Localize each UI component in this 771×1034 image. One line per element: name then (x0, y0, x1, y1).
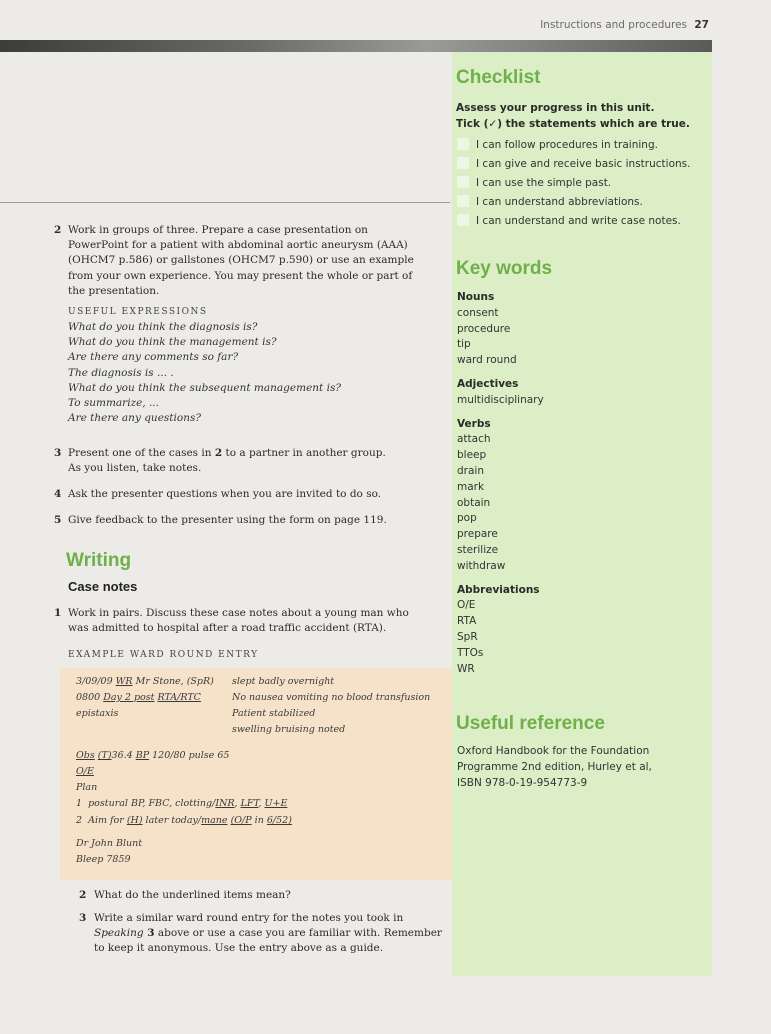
task-number: 1 (54, 607, 62, 619)
expression: Are there any comments so far? (68, 351, 239, 364)
keyword-verb: withdraw (457, 559, 506, 572)
task-number: 2 (54, 224, 62, 236)
note-line: Obs (T)36.4 BP 120/80 pulse 65 (76, 750, 230, 761)
keyword-noun: ward round (457, 354, 517, 367)
keyword-abbreviation: O/E (457, 599, 476, 612)
note-line: slept badly overnight (232, 676, 335, 687)
checklist-intro-2: Tick (✓) the statements which are true. (456, 118, 690, 130)
note-line: 1 postural BP, FBC, clotting/INR, LFT, U+E (76, 798, 288, 809)
writing-title: Writing (66, 550, 132, 571)
checklist-item[interactable]: I can give and receive basic instructions. (457, 157, 690, 170)
verbs-heading: Verbs (457, 417, 491, 430)
keywords-title: Key words (456, 258, 553, 279)
task-2-text: Work in groups of three. Prepare a case presentation on PowerPoint for a patient with abdominal aortic aneurysm (AAA) (OHCM7 p.586) or gallstones (OHCM7 p.590) or use an example from your own experience. You may present the whole or part of the presentation. (68, 224, 414, 297)
header-title: Instructions and procedures (540, 19, 688, 31)
useful-reference-title: Useful reference (456, 713, 605, 734)
expression: To summarize, ... (68, 397, 159, 410)
note-line: epistaxis (76, 708, 119, 719)
useful-reference-text: Oxford Handbook for the Foundation Programme 2nd edition, Hurley et al, ISBN 978-0-19-954773-9 (457, 745, 652, 789)
keyword-verb: attach (457, 433, 491, 446)
page-number: 27 (694, 19, 709, 31)
task-number: 3 (79, 912, 87, 924)
expression: What do you think the subsequent management is? (68, 381, 341, 394)
checkbox-icon[interactable] (457, 138, 469, 150)
keyword-noun: consent (457, 306, 499, 319)
abbreviations-heading: Abbreviations (457, 583, 540, 596)
keyword-verb: bleep (457, 449, 487, 462)
checklist-title: Checklist (456, 67, 541, 88)
keyword-adjective: multidisciplinary (457, 393, 544, 406)
task-number: 2 (79, 889, 87, 901)
note-line: 3/09/09 WR Mr Stone, (SpR) (76, 676, 214, 687)
keywords-list (457, 290, 544, 677)
writing-task-1-text: Work in pairs. Discuss these case notes about a young man who was admitted to hospital after a road traffic accident (RTA). (68, 607, 409, 635)
divider-line (0, 202, 450, 203)
expression: What do you think the management is? (68, 336, 277, 349)
task-number: 5 (54, 514, 62, 526)
note-line: swelling bruising noted (232, 724, 346, 735)
writing-task-2-text: What do the underlined items mean? (94, 889, 291, 901)
task-number: 3 (54, 447, 62, 459)
useful-expressions-label: USEFUL EXPRESSIONS (68, 307, 208, 317)
note-line: 2 Aim for (H) later today/mane (O/P in 6/52) (76, 815, 292, 826)
keyword-verb: obtain (457, 496, 491, 509)
keyword-abbreviation: TTOs (457, 646, 484, 659)
task-5-text: Give feedback to the presenter using the form on page 119. (68, 514, 387, 526)
checklist-item[interactable]: I can understand and write case notes. (457, 214, 681, 227)
checklist-item[interactable]: I can use the simple past. (457, 176, 611, 189)
expression: Are there any questions? (68, 412, 201, 425)
checklist-item[interactable]: I can follow procedures in training. (457, 138, 658, 151)
writing-task-3-text: Write a similar ward round entry for the notes you took in Speaking 3 above or use a case you are familiar with. Remember to keep it anonymous. Use the entry above as a guide. (94, 912, 442, 955)
adjectives-heading: Adjectives (457, 377, 519, 390)
keyword-abbreviation: SpR (457, 630, 478, 643)
expression: What do you think the diagnosis is? (68, 321, 258, 333)
note-line: Dr John Blunt (76, 838, 143, 849)
keyword-noun: tip (457, 338, 471, 351)
checklist-item[interactable]: I can understand abbreviations. (457, 195, 643, 208)
page-header (540, 19, 709, 31)
case-notes-title: Case notes (68, 579, 138, 594)
task-number: 4 (54, 488, 62, 500)
note-line: No nausea vomiting no blood transfusion (232, 692, 431, 703)
useful-expressions-list (68, 320, 448, 426)
keyword-abbreviation: WR (457, 662, 475, 675)
task-4-text: Ask the presenter questions when you are invited to do so. (68, 488, 382, 500)
checkbox-icon[interactable] (457, 176, 469, 188)
note-line: Patient stabilized (232, 708, 316, 719)
checkbox-icon[interactable] (457, 195, 469, 207)
checklist-items (452, 138, 712, 238)
keyword-noun: procedure (457, 322, 511, 335)
keyword-verb: drain (457, 464, 484, 477)
checklist-intro-1: Assess your progress in this unit. (456, 102, 655, 114)
note-line: O/E (76, 766, 94, 777)
checkbox-icon[interactable] (457, 157, 469, 169)
keyword-abbreviation: RTA (457, 615, 477, 628)
top-banner-bar (0, 40, 712, 52)
example-label: EXAMPLE WARD ROUND ENTRY (68, 650, 259, 660)
keyword-verb: sterilize (457, 543, 499, 556)
note-line: 0800 Day 2 post RTA/RTC (76, 692, 201, 703)
note-line: Plan (76, 782, 98, 793)
keyword-verb: prepare (457, 528, 498, 541)
expression: The diagnosis is ... . (68, 366, 174, 379)
keyword-verb: pop (457, 512, 477, 525)
keyword-verb: mark (457, 480, 485, 493)
note-line: Bleep 7859 (76, 854, 131, 865)
nouns-heading: Nouns (457, 291, 495, 303)
checkbox-icon[interactable] (457, 214, 469, 226)
task-3-text: Present one of the cases in 2 to a partner in another group. As you listen, take notes. (68, 447, 386, 475)
